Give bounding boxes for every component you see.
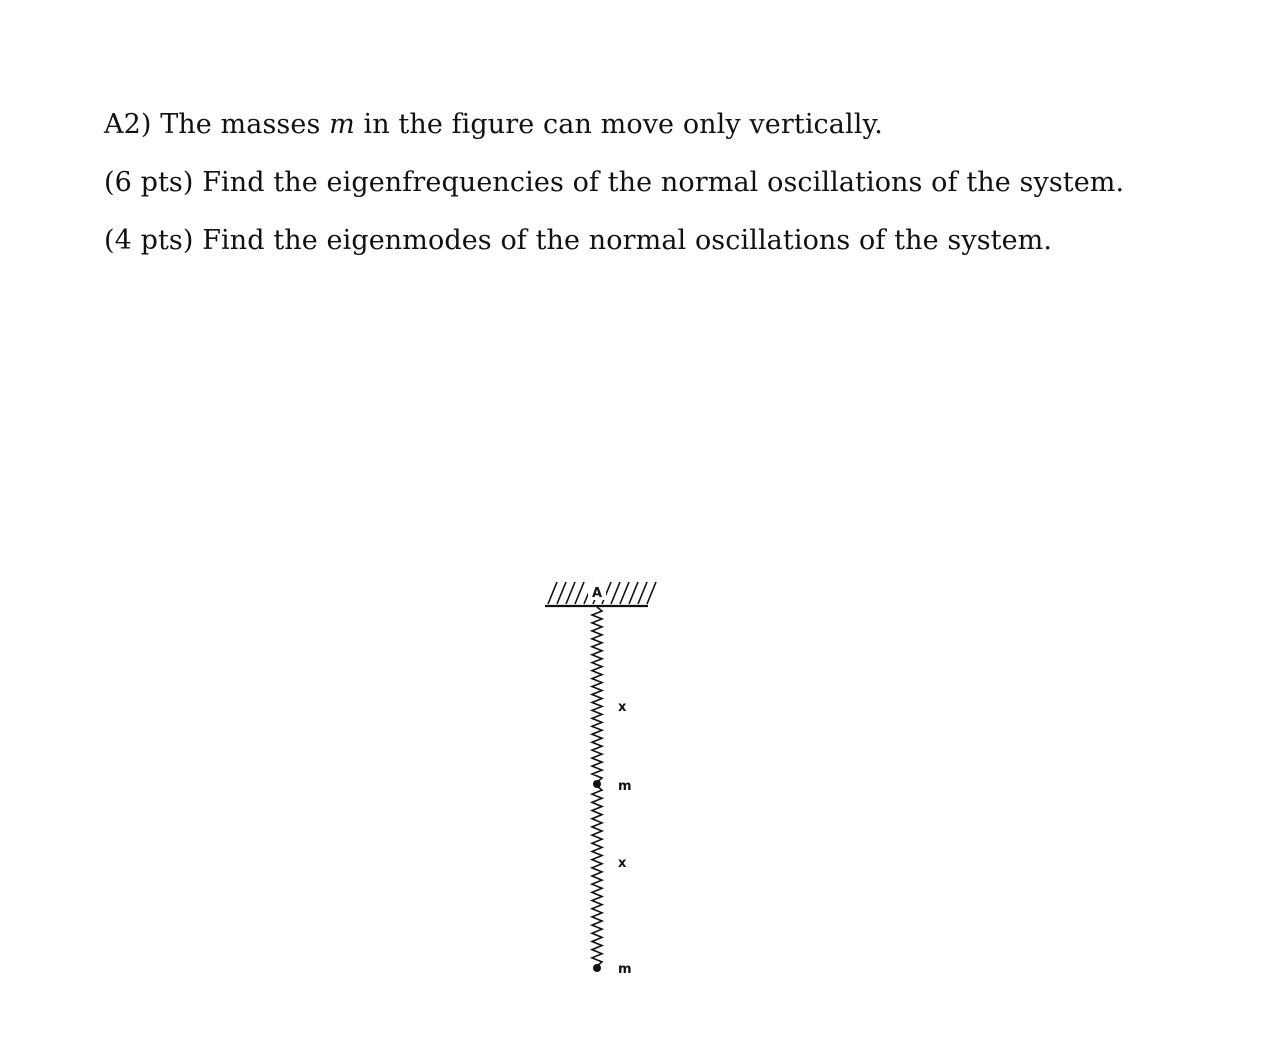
upper-mass-label: m [618,779,632,794]
support-label: A [591,586,603,601]
hatch-mark [566,582,575,604]
upper-spring-label: x [618,700,627,715]
question-eigenfrequencies: (6 pts) Find the eigenfrequencies of the normal oscillations of the system. [104,167,1125,198]
hatch-mark [629,582,638,604]
lower-spring [592,786,602,966]
lower-spring-label: x [618,856,627,871]
problem-intro-suffix: in the figure can move only vertically. [354,109,883,140]
problem-intro [104,108,1164,142]
ceiling-support [545,582,656,606]
question-eigenmodes: (4 pts) Find the eigenmodes of the normal oscillations of the system. [104,225,1053,256]
hatch-mark [647,582,656,604]
hatch-mark [620,582,629,604]
spring-mass-diagram [520,560,700,1000]
lower-mass [593,964,601,972]
spring-mass-figure [520,560,700,1000]
hatch-mark [557,582,566,604]
hatch-mark [611,582,620,604]
problem-intro-prefix: A2) The masses [104,109,330,140]
problem-statement [104,108,1164,282]
upper-mass [593,780,601,788]
upper-spring [592,607,602,782]
hatch-mark [548,582,557,604]
hatch-mark [638,582,647,604]
hatch-mark [575,582,584,604]
lower-mass-label: m [618,962,632,977]
mass-symbol: m [329,109,355,140]
